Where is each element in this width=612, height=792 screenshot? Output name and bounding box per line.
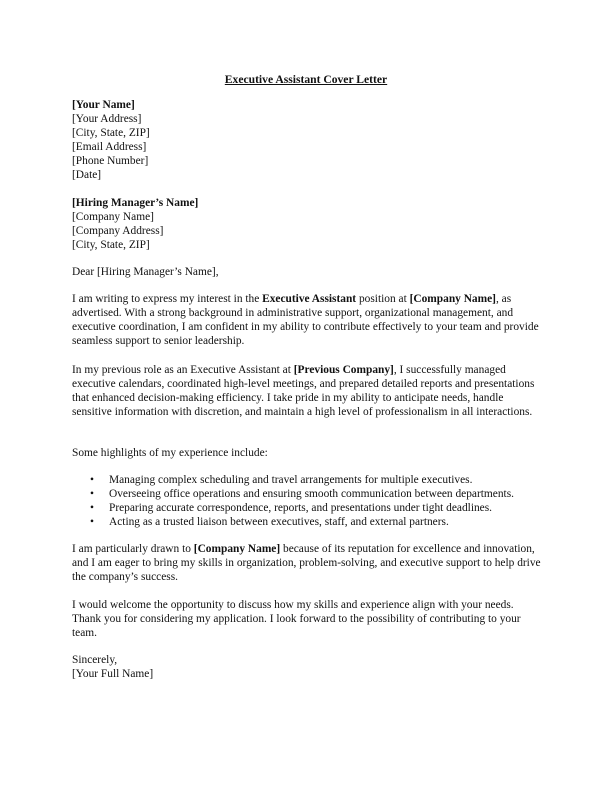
sender-block bbox=[72, 99, 542, 182]
recipient-block bbox=[72, 197, 542, 253]
signature: [Your Full Name] bbox=[72, 667, 154, 680]
para2-text-a: In my previous role as an Executive Assistant at bbox=[72, 364, 294, 376]
paragraph-closing bbox=[72, 599, 542, 641]
paragraph-interest-text bbox=[72, 543, 542, 585]
recipient-city: [City, State, ZIP] bbox=[72, 238, 150, 251]
paragraph-experience-text bbox=[72, 364, 542, 420]
para1-position: Executive Assistant bbox=[262, 293, 357, 305]
para3-company: [Company Name] bbox=[193, 543, 281, 555]
para2-text-c: , I successfully managed executive calendars, coordinated high-level meetings, and prepared detailed reports and presentations that enhanced decision-making efficiency. I take pride in my ability to anticipate needs, handle sensitive information with discretion, and maintain a high level of professionalism in all interactions. bbox=[72, 364, 535, 418]
list-item: • Overseeing office operations and ensuring smooth communication between departments. bbox=[72, 488, 542, 502]
sender-date: [Date] bbox=[72, 168, 102, 181]
highlights-list bbox=[72, 474, 542, 530]
sender-address: [Your Address] bbox=[72, 112, 142, 125]
paragraph-closing-text: I would welcome the opportunity to discuss how my skills and experience align with your needs. Thank you for considering my application. I look forward to the possibility of contributing to your team. bbox=[72, 599, 521, 639]
list-item: • Preparing accurate correspondence, reports, and presentations under tight deadlines. bbox=[72, 502, 542, 516]
salutation bbox=[72, 266, 542, 280]
sender-city: [City, State, ZIP] bbox=[72, 126, 150, 139]
list-item: • Acting as a trusted liaison between executives, staff, and external partners. bbox=[72, 516, 542, 530]
highlights-intro-text: Some highlights of my experience include: bbox=[72, 447, 268, 459]
sender-phone: [Phone Number] bbox=[72, 154, 149, 167]
recipient-company: [Company Name] bbox=[72, 210, 154, 223]
sender-email: [Email Address] bbox=[72, 140, 147, 153]
para3-text-c: because of its reputation for excellence and innovation, and I am eager to bring my skills in organization, problem-solving, and executive support to help drive the company’s success. bbox=[72, 543, 541, 583]
paragraph-intro-text bbox=[72, 293, 542, 349]
salutation-text: Dear [Hiring Manager’s Name], bbox=[72, 266, 219, 278]
document-title: Executive Assistant Cover Letter bbox=[224, 73, 388, 86]
para3-text-a: I am particularly drawn to bbox=[72, 543, 194, 555]
paragraph-intro bbox=[72, 293, 542, 349]
signoff-block bbox=[72, 654, 542, 682]
highlights-intro bbox=[72, 447, 542, 461]
highlights-list-wrapper bbox=[72, 474, 542, 530]
para2-previous-company: [Previous Company] bbox=[293, 364, 394, 376]
recipient-name: [Hiring Manager’s Name] bbox=[72, 197, 199, 209]
closing: Sincerely, bbox=[72, 654, 118, 666]
list-item: • Managing complex scheduling and travel arrangements for multiple executives. bbox=[72, 474, 542, 488]
paragraph-interest bbox=[72, 543, 542, 585]
para1-text-c: position at bbox=[356, 293, 410, 305]
sender-name: [Your Name] bbox=[72, 99, 135, 111]
paragraph-experience bbox=[72, 364, 542, 420]
para1-text-d: , as advertised. With a strong background in administrative support, organizational management, and executive coordination, I am confident in my ability to contribute effectively to your team and provide seamless support to senior leadership. bbox=[72, 293, 539, 347]
para1-company: [Company Name] bbox=[409, 293, 496, 305]
recipient-address: [Company Address] bbox=[72, 224, 164, 237]
para1-text-a: I am writing to express my interest in the bbox=[72, 293, 263, 305]
